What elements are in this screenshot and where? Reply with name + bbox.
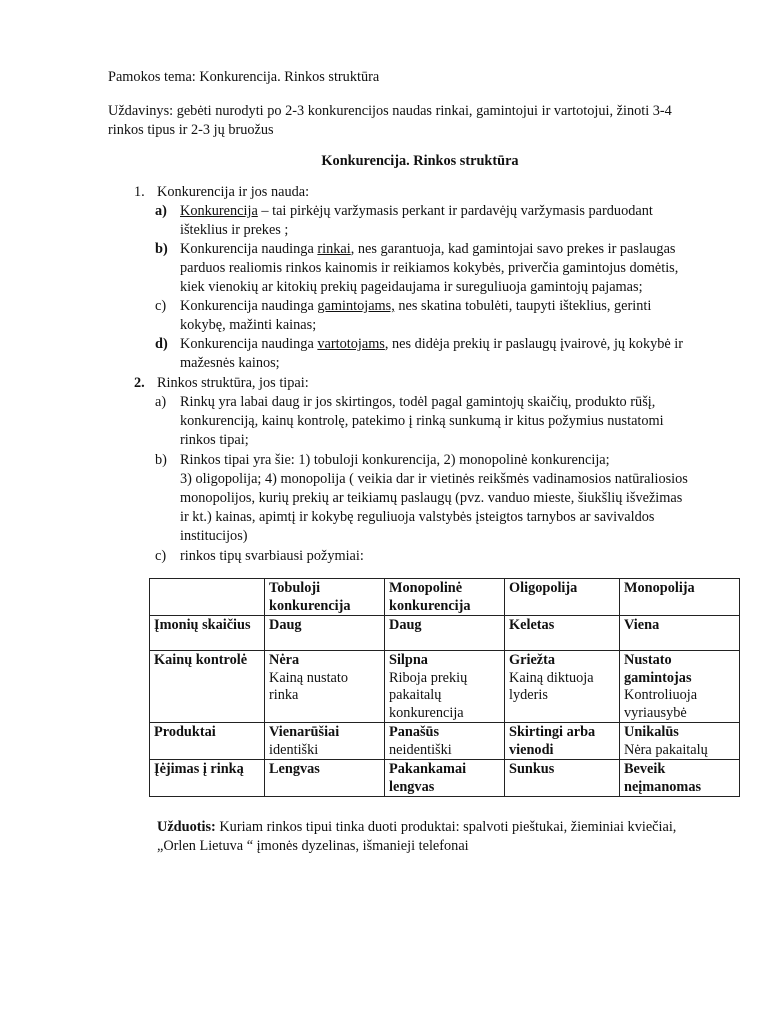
- table-cell: [620, 651, 740, 723]
- item-1d-line-1: [180, 335, 683, 353]
- table-cell: [265, 616, 385, 651]
- table-header-cell: [150, 579, 265, 616]
- assignment-line-2: „Orlen Lietuva “ įmonės dyzelinas, išmanieji telefonai: [157, 838, 469, 854]
- row-label: Įmonių skaičius: [150, 616, 265, 651]
- section-1-number: 1.: [134, 184, 145, 200]
- cell-bold: Sunkus: [509, 761, 555, 777]
- assignment-text: Kuriam rinkos tipui tinka duoti produktai: spalvoti pieštukai, žieminiai kviečiai,: [215, 819, 677, 835]
- table-header-cell: Oligopolija: [505, 579, 620, 616]
- cell-text: Nėra pakaitalų: [624, 741, 708, 758]
- item-2b-line-3: monopolijos, kurių prekių ar teikiamų paslaugų (pvz. vanduo mieste, šiukšlių išvežimas: [180, 490, 683, 506]
- item-1d-pre: Konkurencija naudinga: [180, 336, 318, 352]
- term-vartotojams: vartotojams: [317, 336, 385, 352]
- cell-bold: Panašūs: [389, 724, 440, 740]
- cell-text: Kainą diktuoja lyderis: [509, 669, 594, 703]
- section-2-number: 2.: [134, 375, 145, 391]
- item-1b-line-3: kiek vienokių ar kitokių prekių pageidaujama ir sureguliuoja gamintojų pajamas;: [180, 279, 643, 295]
- term-rinkai: rinkai: [317, 241, 351, 257]
- cell-bold: Silpna: [389, 652, 428, 668]
- item-2a-line-3: rinkos tipai;: [180, 432, 249, 448]
- cell-bold: Unikalūs: [624, 724, 679, 740]
- table-cell: [505, 616, 620, 651]
- table-header-cell: Tobuloji konkurencija: [265, 579, 385, 616]
- item-1c-text: nes skatina tobulėti, taupyti išteklius, gerinti: [394, 298, 652, 314]
- table-cell: [620, 723, 740, 760]
- item-1b-line-2: parduos realiomis rinkos kainomis ir reikiamos kokybės, priverčia gamintojus domėtis,: [180, 260, 679, 276]
- cell-bold: Skirtingi arba vienodi: [509, 724, 596, 758]
- item-2c-label: c): [155, 548, 167, 564]
- table-cell: [505, 723, 620, 760]
- cell-bold: Beveik neįmanomas: [624, 761, 702, 795]
- item-1a-line-2: išteklius ir prekes ;: [180, 222, 289, 238]
- item-1b-label: b): [155, 241, 168, 257]
- item-1a-text: – tai pirkėjų varžymasis perkant ir pardavėjų varžymasis parduodant: [257, 203, 653, 219]
- item-2c-line-1: rinkos tipų svarbiausi požymiai:: [180, 548, 364, 564]
- cell-text: Kainą nustato rinka: [269, 669, 349, 703]
- row-label: Produktai: [150, 723, 265, 760]
- table-cell: [505, 760, 620, 797]
- row-label: Įėjimas į rinką: [150, 760, 265, 797]
- table-cell: [505, 651, 620, 723]
- table-cell: [265, 760, 385, 797]
- cell-text: identiški: [269, 741, 319, 758]
- table-cell: [620, 760, 740, 797]
- cell-bold: Griežta: [509, 652, 556, 668]
- cell-bold: Nėra: [269, 652, 300, 668]
- cell-text: Kontroliuoja vyriausybė: [624, 687, 698, 721]
- item-1d-line-2: mažesnės kainos;: [180, 355, 280, 371]
- market-types-table: [149, 578, 740, 797]
- item-2b-line-5: institucijos): [180, 528, 248, 544]
- item-2b-line-1: Rinkos tipai yra šie: 1) tobuloji konkurencija, 2) monopolinė konkurencija;: [180, 452, 610, 468]
- section-1-title: Konkurencija ir jos nauda:: [157, 184, 310, 200]
- item-1c-label: c): [155, 298, 167, 314]
- item-2a-line-2: konkurenciją, kainų kontrolę, patekimo į rinką sunkumą ir kitus požymius nustatomi: [180, 413, 664, 429]
- item-2a-line-1: Rinkų yra labai daug ir jos skirtingos, todėl pagal gamintojų skaičių, produkto rūšį,: [180, 394, 656, 410]
- section-2-title: Rinkos struktūra, jos tipai:: [157, 375, 309, 391]
- item-1c-line-1: [180, 297, 651, 315]
- item-1b-pre: Konkurencija naudinga: [180, 241, 318, 257]
- cell-text: Riboja prekių pakaitalų konkurencija: [389, 669, 468, 721]
- table-cell: [385, 651, 505, 723]
- table-cell: [385, 616, 505, 651]
- cell-bold: Daug: [389, 617, 422, 633]
- cell-bold: Pakankamai lengvas: [389, 761, 467, 795]
- row-label: Kainų kontrolė: [150, 651, 265, 723]
- item-1a-line-1: [180, 202, 653, 220]
- term-gamintojams: gamintojams,: [317, 298, 395, 314]
- table-row: [150, 760, 740, 797]
- task-line-2: rinkos tipus ir 2-3 jų bruožus: [108, 122, 274, 138]
- assignment-line-1: [157, 818, 676, 836]
- item-1d-label: d): [155, 336, 168, 352]
- table-cell: [265, 651, 385, 723]
- table-header-cell: Monopolija: [620, 579, 740, 616]
- item-2b-line-2: 3) oligopolija; 4) monopolija ( veikia dar ir vietinės reikšmės vadinamosios natūraliosios: [180, 471, 688, 487]
- item-1b-text: , nes garantuoja, kad gamintojai savo prekes ir paslaugas: [350, 241, 676, 257]
- table-cell: [620, 616, 740, 651]
- item-1d-text: , nes didėja prekių ir paslaugų įvairovė, jų kokybė ir: [384, 336, 684, 352]
- table-cell: [385, 723, 505, 760]
- page-title: Konkurencija. Rinkos struktūra: [321, 153, 519, 169]
- item-2a-label: a): [155, 394, 167, 410]
- cell-bold: Vienarūšiai: [269, 724, 340, 740]
- cell-text: neidentiški: [389, 741, 452, 758]
- assignment-label: Užduotis:: [157, 819, 216, 835]
- table-cell: [265, 723, 385, 760]
- table-header-cell: Monopolinė konkurencija: [385, 579, 505, 616]
- table-header-row: [150, 579, 740, 616]
- cell-bold: Viena: [624, 617, 660, 633]
- item-1a-label: a): [155, 203, 167, 219]
- cell-bold: Lengvas: [269, 761, 320, 777]
- lesson-topic: Pamokos tema: Konkurencija. Rinkos struktūra: [108, 69, 380, 85]
- task-line-1: Uždavinys: gebėti nurodyti po 2-3 konkurencijos naudas rinkai, gamintojui ir vartotojui, žinoti 3-4: [108, 103, 672, 119]
- table-row: [150, 616, 740, 651]
- item-1b-line-1: [180, 240, 676, 258]
- cell-bold: Daug: [269, 617, 302, 633]
- term-konkurencija: Konkurencija: [180, 203, 258, 219]
- item-2b-label: b): [155, 452, 167, 468]
- item-1c-pre: Konkurencija naudinga: [180, 298, 318, 314]
- item-1c-line-2: kokybę, mažinti kainas;: [180, 317, 317, 333]
- table-row: [150, 651, 740, 723]
- table-cell: [385, 760, 505, 797]
- cell-bold: Keletas: [509, 617, 555, 633]
- cell-bold: Nustato gamintojas: [624, 652, 692, 686]
- item-2b-line-4: ir kt.) kainas, apimtį ir kokybę reguliuoja valstybės įsteigtos tarnybos ar savivaldos: [180, 509, 655, 525]
- table-row: [150, 723, 740, 760]
